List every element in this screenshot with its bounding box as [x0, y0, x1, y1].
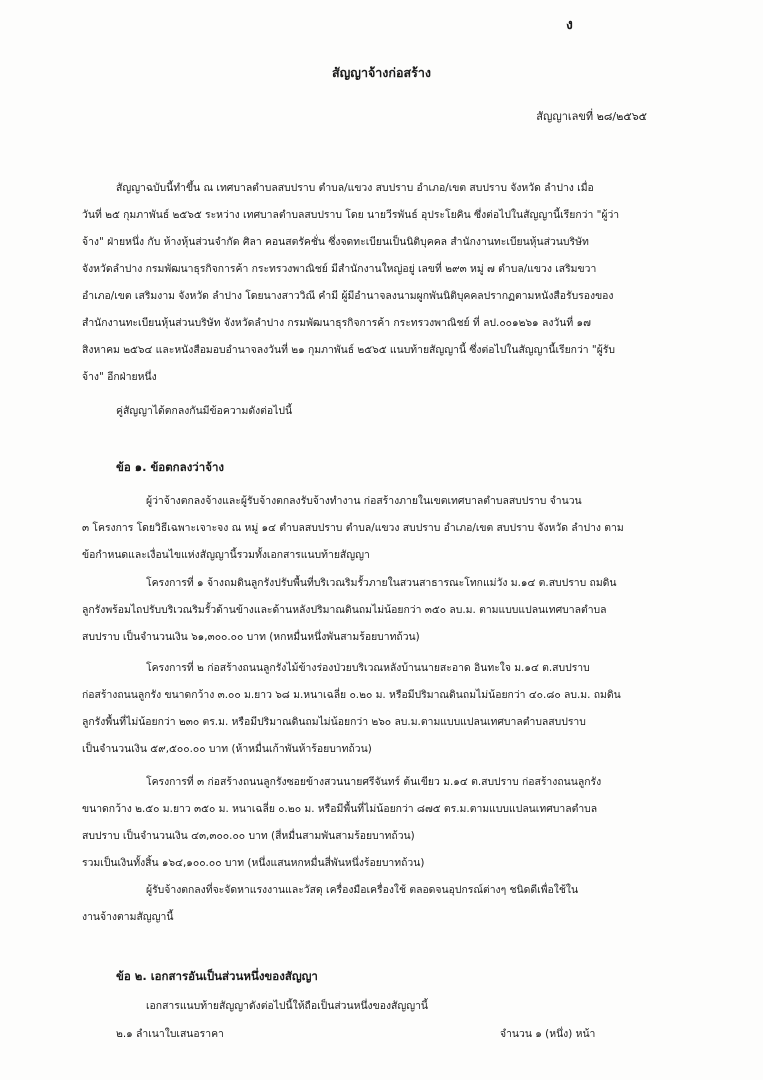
project-2-line: เป็นจำนวนเงิน ๕๙,๕๐๐.๐๐ บาท (ห้าหมื่นเก้าพันห้าร้อยบาทถ้วน) — [82, 743, 372, 755]
document-title: สัญญาจ้างก่อสร้าง — [332, 65, 431, 80]
attachment-item-label: ๒.๑ ลำเนาใบเสนอราคา — [116, 1028, 224, 1040]
preamble-line: วันที่ ๒๕ กุมภาพันธ์ ๒๕๖๕ ระหว่าง เทศบาลตำบลสบปราบ โดย นายวีรพันธ์ อุประโยคิน ซึ่งต่อไปในสัญญานี้เรียกว่า "ผู้ว่า — [82, 209, 620, 221]
project-2-line: โครงการที่ ๒ ก่อสร้างถนนลูกรังไม้ข้างร่องป่วยบริเวณหลังบ้านนายสะอาด อินทะใจ ม.๑๔ ต.สบปราบ — [146, 662, 590, 674]
supply-line: งานจ้างตามสัญญานี้ — [82, 911, 174, 923]
preamble-line: สิงหาคม ๒๕๖๔ และหนังสือมอบอำนาจลงวันที่ ๒๑ กุมภาพันธ์ ๒๕๖๕ แนบท้ายสัญญานี้ ซึ่งต่อไปในสัญญานี้เรียกว่า "ผู้รับ — [82, 344, 615, 356]
clause-2-heading: ข้อ ๒. เอกสารอันเป็นส่วนหนึ่งของสัญญา — [116, 969, 318, 983]
attachment-item-count: จำนวน ๑ (หนึ่ง) หน้า — [500, 1028, 596, 1040]
preamble-line: อำเภอ/เขต เสริมงาม จังหวัด ลำปาง โดยนางสาววิณี คำมี ผู้มีอำนาจลงนามผูกพันนิติบุคคลปรากฏตามหนังสือรับรองของ — [82, 290, 614, 302]
clause-2-intro: เอกสารแนบท้ายสัญญาดังต่อไปนี้ให้ถือเป็นส่วนหนึ่งของสัญญานี้ — [146, 1000, 429, 1012]
project-2-line: ลูกรังพื้นที่ไม่น้อยกว่า ๒๓๐ ตร.ม. หรือมีปริมาณดินถมไม่น้อยกว่า ๒๖๐ ลบ.ม.ตามแบบแปลนเทศบาลตำบลสบปราบ — [82, 716, 586, 728]
preamble-line: จ้าง" ฝ่ายหนึ่ง กับ ห้างหุ้นส่วนจำกัด ศิลา คอนสตรัคชั่น ซึ่งจดทะเบียนเป็นนิติบุคคล สำนักงานทะเบียนหุ้นส่วนบริษัท — [82, 236, 589, 248]
clause-1-heading: ข้อ ๑. ข้อตกลงว่าจ้าง — [116, 460, 225, 474]
preamble-line: จังหวัดลำปาง กรมพัฒนาธุรกิจการค้า กระทรวงพาณิชย์ มีสำนักงานใหญ่อยู่ เลขที่ ๒๙๓ หมู่ ๗ ตำบล/แขวง เสริมขวา — [82, 263, 597, 275]
preamble-line: สำนักงานทะเบียนหุ้นส่วนบริษัท จังหวัดลำปาง กรมพัฒนาธุรกิจการค้า กระทรวงพาณิชย์ ที่ ลป.๐๐๑๒๖๑ ลงวันที่ ๑๗ — [82, 317, 591, 329]
project-1-line: สบปราบ เป็นจำนวนเงิน ๖๑,๓๐๐.๐๐ บาท (หกหมื่นหนึ่งพันสามร้อยบาทถ้วน) — [82, 631, 420, 643]
project-1-line: ลูกรังพร้อมไถปรับบริเวณริมรั้วด้านข้างและด้านหลังปริมาณดินถมไม่น้อยกว่า ๓๕๐ ลบ.ม. ตามแบบแปลนเทศบาลตำบล — [82, 604, 607, 616]
clause-1-line: ผู้ว่าจ้างตกลงจ้างและผู้รับจ้างตกลงรับจ้างทำงาน ก่อสร้างภายในเขตเทศบาลตำบลสบปราบ จำนวน — [146, 495, 582, 507]
page-mark: ง — [566, 17, 573, 33]
preamble-line: จ้าง" อีกฝ่ายหนึ่ง — [82, 371, 157, 383]
agreement-line: คู่สัญญาได้ตกลงกันมีข้อความดังต่อไปนี้ — [116, 405, 293, 417]
project-3-line: สบปราบ เป็นจำนวนเงิน ๔๓,๓๐๐.๐๐ บาท (สี่หมื่นสามพันสามร้อยบาทถ้วน) — [82, 830, 415, 842]
project-2-line: ก่อสร้างถนนลูกรัง ขนาดกว้าง ๓.๐๐ ม.ยาว ๖๘ ม.หนาเฉลี่ย ๐.๒๐ ม. หรือมีปริมาณดินถมไม่น้อยกว่า ๔๐.๘๐ ลบ.ม. ถมดิน — [82, 689, 621, 701]
clause-1-line: ๓ โครงการ โดยวิธีเฉพาะเจาะจง ณ หมู่ ๑๔ ตำบลสบปราบ ตำบล/แขวง สบปราบ อำเภอ/เขต สบปราบ จังหวัด ลำปาง ตาม — [82, 522, 624, 534]
contract-number: สัญญาเลขที่ ๒๘/๒๕๖๕ — [536, 110, 647, 123]
clause-1-line: ข้อกำหนดและเงื่อนไขแห่งสัญญานี้รวมทั้งเอกสารแนบท้ายสัญญา — [82, 549, 370, 561]
project-3-line: ขนาดกว้าง ๒.๕๐ ม.ยาว ๓๕๐ ม. หนาเฉลี่ย ๐.๒๐ ม. หรือมีพื้นที่ไม่น้อยกว่า ๘๗๕ ตร.ม.ตามแบบแปลนเทศบาลตำบล — [82, 803, 598, 815]
project-1-line: โครงการที่ ๑ จ้างถมดินลูกรังปรับพื้นที่บริเวณริมรั้วภายในสวนสาธารณะโทกแม่วัง ม.๑๔ ต.สบปราบ ถมดิน — [146, 577, 617, 589]
preamble-line: สัญญาฉบับนี้ทำขึ้น ณ เทศบาลตำบลสบปราบ ตำบล/แขวง สบปราบ อำเภอ/เขต สบปราบ จังหวัด ลำปาง เมื่อ — [116, 182, 594, 194]
total-amount: รวมเป็นเงินทั้งสิ้น ๑๖๔,๑๐๐.๐๐ บาท (หนึ่งแสนหกหมื่นสี่พันหนึ่งร้อยบาทถ้วน) — [82, 857, 425, 869]
supply-line: ผู้รับจ้างตกลงที่จะจัดหาแรงงานและวัสดุ เครื่องมือเครื่องใช้ ตลอดจนอุปกรณ์ต่างๆ ชนิดดีเพื่อใช้ใน — [146, 884, 579, 896]
project-3-line: โครงการที่ ๓ ก่อสร้างถนนลูกรังซอยข้างสวนนายศรีจันทร์ ต้นเขียว ม.๑๔ ต.สบปราบ ก่อสร้างถนนลูกรัง — [146, 776, 602, 788]
